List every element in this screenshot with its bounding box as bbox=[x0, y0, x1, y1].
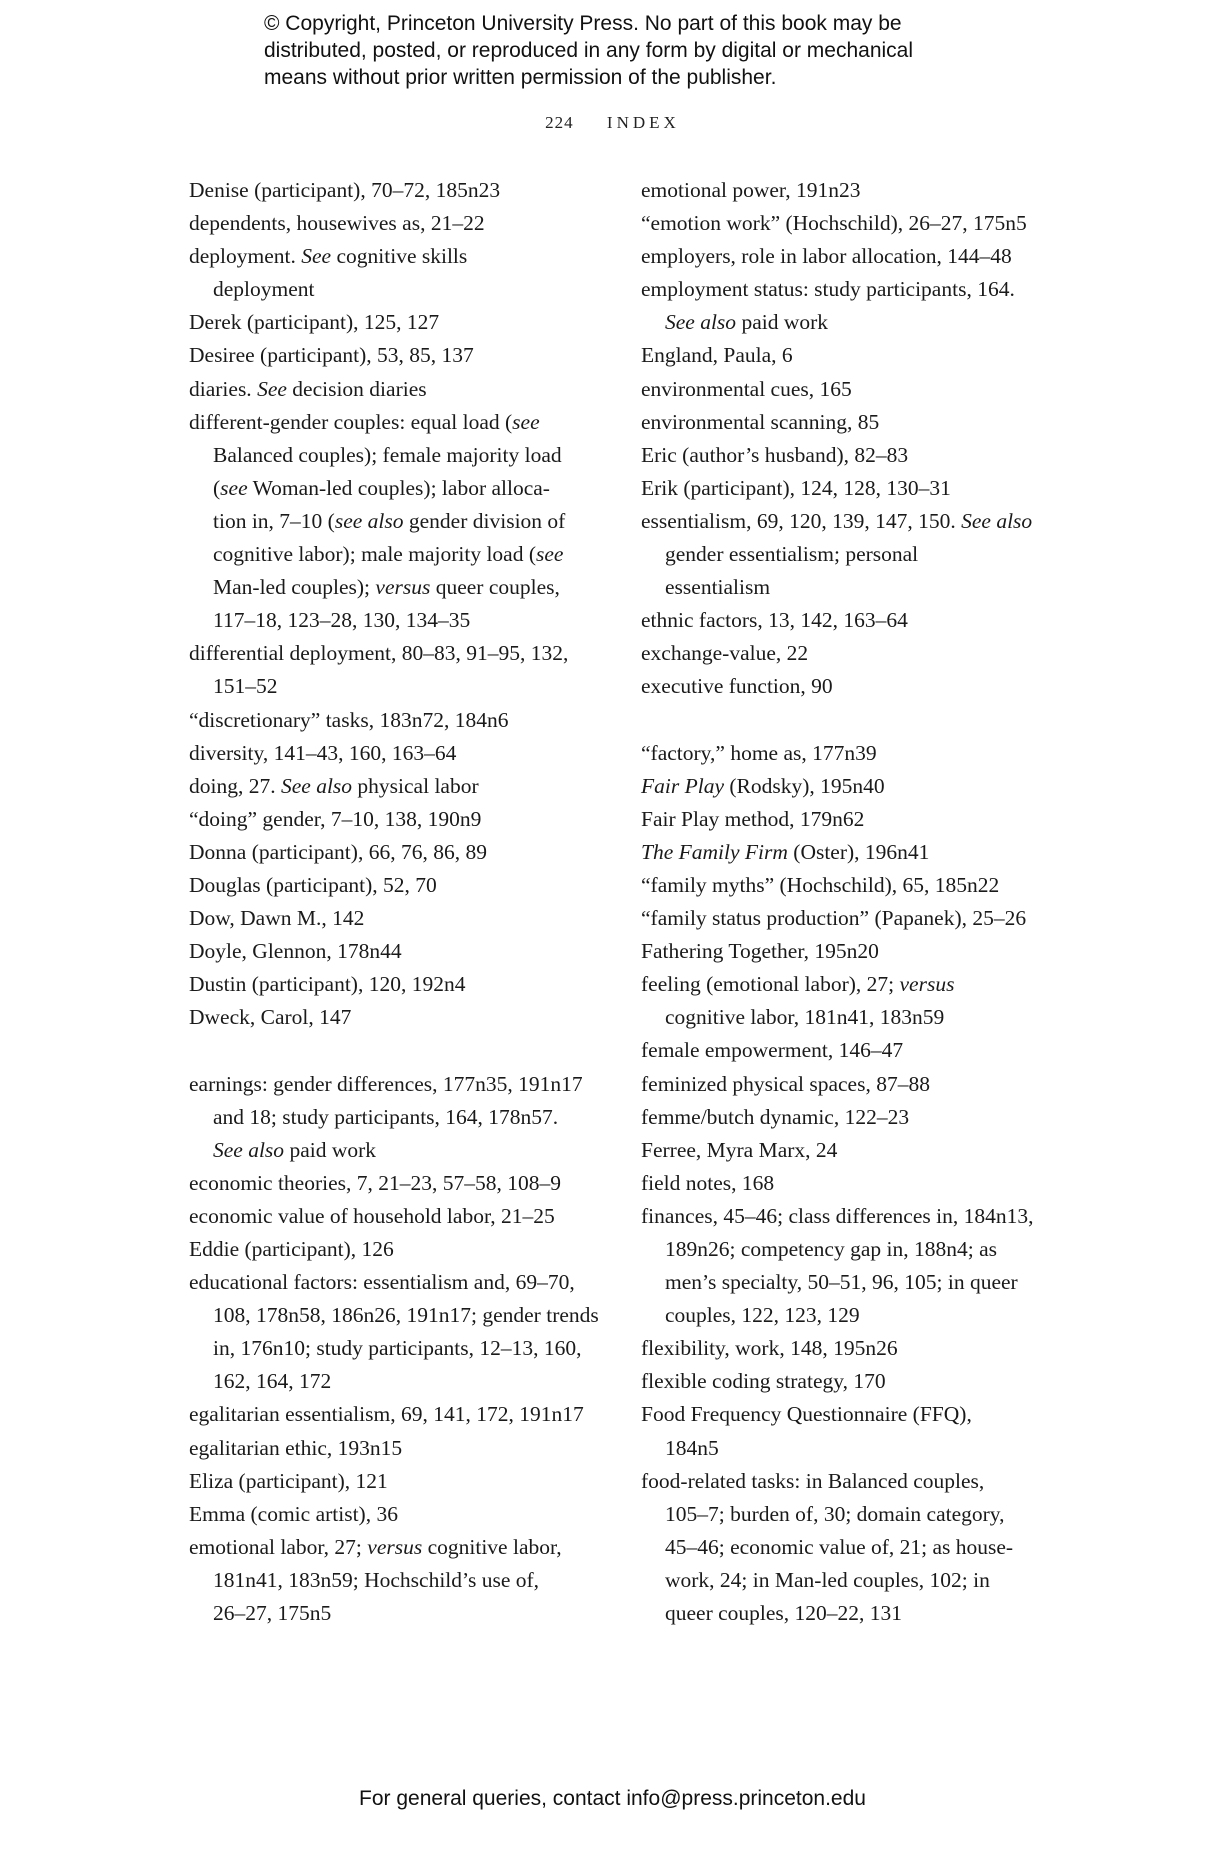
index-entry bbox=[641, 902, 1061, 935]
index-entry bbox=[189, 704, 609, 737]
index-entry bbox=[641, 968, 1061, 1034]
index-entry bbox=[641, 505, 1061, 604]
index-entry-line: Dweck, Carol, 147 bbox=[189, 1005, 352, 1030]
index-entry-line: exchange-value, 22 bbox=[641, 641, 809, 666]
index-entry-line: egalitarian essentialism, 69, 141, 172, 191n17 bbox=[189, 1402, 584, 1427]
index-entry bbox=[189, 968, 609, 1001]
index-entry-line: diversity, 141–43, 160, 163–64 bbox=[189, 740, 457, 765]
index-entry-line: Fair Play method, 179n62 bbox=[641, 806, 865, 831]
index-entry bbox=[189, 1167, 609, 1200]
index-entry-continuation: deployment bbox=[213, 277, 315, 302]
index-entry-line: Desiree (participant), 53, 85, 137 bbox=[189, 343, 474, 368]
index-entry-line: executive function, 90 bbox=[641, 674, 833, 699]
index-entry bbox=[189, 373, 609, 406]
index-entry bbox=[189, 240, 609, 306]
index-entry-continuation: 184n5 bbox=[665, 1435, 719, 1460]
index-entry bbox=[189, 1001, 609, 1034]
index-entry-line: Ferree, Myra Marx, 24 bbox=[641, 1137, 838, 1162]
index-entry-line: Emma (comic artist), 36 bbox=[189, 1501, 398, 1526]
footer-contact: For general queries, contact info@press.princeton.edu bbox=[359, 1787, 866, 1810]
index-entry bbox=[641, 770, 1061, 803]
index-entry-line: female empowerment, 146–47 bbox=[641, 1038, 904, 1063]
index-entry-continuation: (see Woman-led couples); labor alloca- bbox=[213, 475, 550, 500]
index-entry-continuation: 108, 178n58, 186n26, 191n17; gender trends bbox=[213, 1303, 599, 1328]
index-entry-line: essentialism, 69, 120, 139, 147, 150. See also bbox=[641, 508, 1033, 533]
index-entry bbox=[189, 737, 609, 770]
index-entry bbox=[641, 273, 1061, 339]
index-entry bbox=[189, 1233, 609, 1266]
index-entry bbox=[189, 935, 609, 968]
index-entry bbox=[641, 1068, 1061, 1101]
index-entry-line: Doyle, Glennon, 178n44 bbox=[189, 939, 402, 964]
index-entry-line: educational factors: essentialism and, 69–70, bbox=[189, 1270, 575, 1295]
index-entry bbox=[641, 1167, 1061, 1200]
index-entry bbox=[189, 803, 609, 836]
index-entry-line: Eddie (participant), 126 bbox=[189, 1237, 394, 1261]
index-entry bbox=[189, 1266, 609, 1398]
index-entry-line: ethnic factors, 13, 142, 163–64 bbox=[641, 608, 908, 633]
index-entry-line: “family status production” (Papanek), 25–26 bbox=[641, 906, 1027, 931]
index-entry-continuation: See also paid work bbox=[665, 310, 829, 335]
index-entry-continuation: gender essentialism; personal bbox=[665, 542, 919, 567]
index-entry bbox=[189, 869, 609, 902]
running-head bbox=[0, 113, 1225, 133]
index-entry bbox=[641, 406, 1061, 439]
index-entry-line: economic value of household labor, 21–25 bbox=[189, 1203, 555, 1228]
letter-group-gap bbox=[641, 704, 1061, 737]
index-entry bbox=[641, 1200, 1061, 1332]
index-entry-continuation: 162, 164, 172 bbox=[213, 1369, 332, 1394]
index-entry-continuation: 117–18, 123–28, 130, 134–35 bbox=[213, 608, 471, 633]
index-entry bbox=[189, 836, 609, 869]
index-entry-line: Erik (participant), 124, 128, 130–31 bbox=[641, 475, 951, 500]
index-entry bbox=[641, 637, 1061, 670]
index-entry-line: feeling (emotional labor), 27; versus bbox=[641, 972, 955, 997]
index-entry-line: dependents, housewives as, 21–22 bbox=[189, 211, 485, 236]
index-entry-line: Eliza (participant), 121 bbox=[189, 1468, 388, 1493]
index-entry bbox=[641, 1101, 1061, 1134]
index-entry bbox=[189, 1432, 609, 1465]
index-entry-continuation: Balanced couples); female majority load bbox=[213, 442, 562, 467]
index-entry-continuation: 105–7; burden of, 30; domain category, bbox=[665, 1501, 1005, 1526]
index-entry bbox=[189, 1068, 609, 1167]
index-entry bbox=[641, 1465, 1061, 1630]
index-entry-continuation: cognitive labor, 181n41, 183n59 bbox=[665, 1005, 945, 1030]
copyright-line: means without prior written permission of the publisher. bbox=[264, 66, 777, 89]
index-entry bbox=[641, 1034, 1061, 1067]
index-entry-line: England, Paula, 6 bbox=[641, 343, 793, 368]
index-entry-line: earnings: gender differences, 177n35, 191n17 bbox=[189, 1071, 583, 1096]
copyright-line: © Copyright, Princeton University Press. No part of this book may be bbox=[264, 12, 902, 35]
index-entry-line: finances, 45–46; class differences in, 184n13, bbox=[641, 1203, 1034, 1228]
index-entry-continuation: 189n26; competency gap in, 188n4; as bbox=[665, 1237, 997, 1261]
index-entry-line: emotional power, 191n23 bbox=[641, 178, 861, 202]
index-entry-continuation: essentialism bbox=[665, 575, 771, 600]
index-entry-continuation: 151–52 bbox=[213, 674, 278, 699]
index-entry-line: feminized physical spaces, 87–88 bbox=[641, 1071, 930, 1096]
index-entry-line: doing, 27. See also physical labor bbox=[189, 773, 479, 798]
index-entry-line: Donna (participant), 66, 76, 86, 89 bbox=[189, 839, 487, 864]
index-entry-line: flexible coding strategy, 170 bbox=[641, 1369, 886, 1394]
index-entry-continuation: couples, 122, 123, 129 bbox=[665, 1303, 860, 1328]
index-entry-line: femme/butch dynamic, 122–23 bbox=[641, 1104, 910, 1129]
index-entry-line: employers, role in labor allocation, 144–48 bbox=[641, 244, 1012, 269]
index-entry-line: “family myths” (Hochschild), 65, 185n22 bbox=[641, 872, 1000, 897]
index-entry-continuation: See also paid work bbox=[213, 1137, 377, 1162]
index-entry bbox=[189, 902, 609, 935]
copyright-line: distributed, posted, or reproduced in any form by digital or mechanical bbox=[264, 39, 914, 62]
index-entry-line: “emotion work” (Hochschild), 26–27, 175n5 bbox=[641, 211, 1027, 236]
index-entry-continuation: cognitive labor); male majority load (see bbox=[213, 542, 564, 567]
index-entry bbox=[641, 737, 1061, 770]
index-entry bbox=[641, 803, 1061, 836]
index-entry bbox=[189, 1200, 609, 1233]
index-entry bbox=[641, 670, 1061, 703]
index-entry bbox=[641, 836, 1061, 869]
index-entry-line: different-gender couples: equal load (see bbox=[189, 409, 540, 434]
index-entry bbox=[189, 406, 609, 638]
index-entry-line: Douglas (participant), 52, 70 bbox=[189, 872, 437, 897]
index-entry bbox=[641, 1365, 1061, 1398]
index-entry-continuation: 45–46; economic value of, 21; as house- bbox=[665, 1534, 1014, 1559]
index-entry-line: differential deployment, 80–83, 91–95, 132, bbox=[189, 641, 569, 666]
index-entry-line: Derek (participant), 125, 127 bbox=[189, 310, 440, 335]
section-title: INDEX bbox=[606, 113, 680, 132]
index-entry-continuation: 181n41, 183n59; Hochschild’s use of, bbox=[213, 1567, 540, 1592]
index-entry bbox=[189, 1498, 609, 1531]
index-entry-line: field notes, 168 bbox=[641, 1170, 775, 1195]
index-entry-continuation: men’s specialty, 50–51, 96, 105; in queer bbox=[665, 1270, 1018, 1295]
index-entry-line: food-related tasks: in Balanced couples, bbox=[641, 1468, 985, 1493]
index-entry bbox=[189, 207, 609, 240]
index-entry-line: Eric (author’s husband), 82–83 bbox=[641, 442, 909, 467]
index-entry bbox=[189, 770, 609, 803]
index-entry bbox=[641, 1134, 1061, 1167]
index-entry-line: environmental scanning, 85 bbox=[641, 409, 880, 434]
index-entry-line: deployment. See cognitive skills bbox=[189, 244, 468, 269]
index-entry-line: diaries. See decision diaries bbox=[189, 376, 427, 401]
index-entry-line: Denise (participant), 70–72, 185n23 bbox=[189, 178, 501, 202]
index-entry-line: egalitarian ethic, 193n15 bbox=[189, 1435, 403, 1460]
index-entry-line: economic theories, 7, 21–23, 57–58, 108–9 bbox=[189, 1170, 562, 1195]
index-entry bbox=[189, 339, 609, 372]
index-entry bbox=[641, 935, 1061, 968]
index-entry-line: The Family Firm (Oster), 196n41 bbox=[641, 839, 930, 864]
index-entry bbox=[641, 339, 1061, 372]
index-column-left bbox=[189, 174, 609, 1630]
index-entry bbox=[641, 240, 1061, 273]
index-entry bbox=[189, 637, 609, 703]
index-entry-line: “discretionary” tasks, 183n72, 184n6 bbox=[189, 707, 509, 732]
index-entry-line: employment status: study participants, 164. bbox=[641, 277, 1015, 302]
index-column-right bbox=[641, 174, 1061, 1630]
index-entry-continuation: queer couples, 120–22, 131 bbox=[665, 1601, 903, 1626]
index-entry-line: emotional labor, 27; versus cognitive labor, bbox=[189, 1534, 562, 1559]
index-entry bbox=[189, 1465, 609, 1498]
index-entry bbox=[641, 207, 1061, 240]
letter-group-gap bbox=[189, 1034, 609, 1067]
index-entry bbox=[641, 1332, 1061, 1365]
index-entry-continuation: 26–27, 175n5 bbox=[213, 1601, 332, 1626]
index-entry-line: environmental cues, 165 bbox=[641, 376, 852, 401]
index-entry-continuation: Man-led couples); versus queer couples, bbox=[213, 575, 560, 600]
index-entry-line: Food Frequency Questionnaire (FFQ), bbox=[641, 1402, 972, 1427]
index-entry-line: flexibility, work, 148, 195n26 bbox=[641, 1336, 898, 1361]
index-entry-line: “doing” gender, 7–10, 138, 190n9 bbox=[189, 806, 482, 831]
index-entry-continuation: and 18; study participants, 164, 178n57. bbox=[213, 1104, 559, 1129]
index-entry-continuation: tion in, 7–10 (see also gender division of bbox=[213, 508, 566, 533]
index-entry-line: Dow, Dawn M., 142 bbox=[189, 906, 365, 931]
index-entry-line: Dustin (participant), 120, 192n4 bbox=[189, 972, 466, 997]
index-entry bbox=[189, 1531, 609, 1630]
page-number: 224 bbox=[545, 113, 574, 132]
index-entry-continuation: in, 176n10; study participants, 12–13, 160, bbox=[213, 1336, 582, 1361]
index-entry bbox=[641, 472, 1061, 505]
index-entry-line: Fathering Together, 195n20 bbox=[641, 939, 879, 964]
index-entry bbox=[189, 174, 609, 207]
index-entry bbox=[189, 1398, 609, 1431]
index-entry bbox=[641, 174, 1061, 207]
index-entry bbox=[641, 869, 1061, 902]
index-entry bbox=[189, 306, 609, 339]
copyright-notice bbox=[264, 10, 1024, 91]
index-entry bbox=[641, 1398, 1061, 1464]
index-entry bbox=[641, 373, 1061, 406]
index-entry bbox=[641, 439, 1061, 472]
index-entry bbox=[641, 604, 1061, 637]
index-entry-line: “factory,” home as, 177n39 bbox=[641, 740, 877, 765]
index-entry-line: Fair Play (Rodsky), 195n40 bbox=[641, 773, 885, 798]
index-entry-continuation: work, 24; in Man-led couples, 102; in bbox=[665, 1567, 990, 1592]
